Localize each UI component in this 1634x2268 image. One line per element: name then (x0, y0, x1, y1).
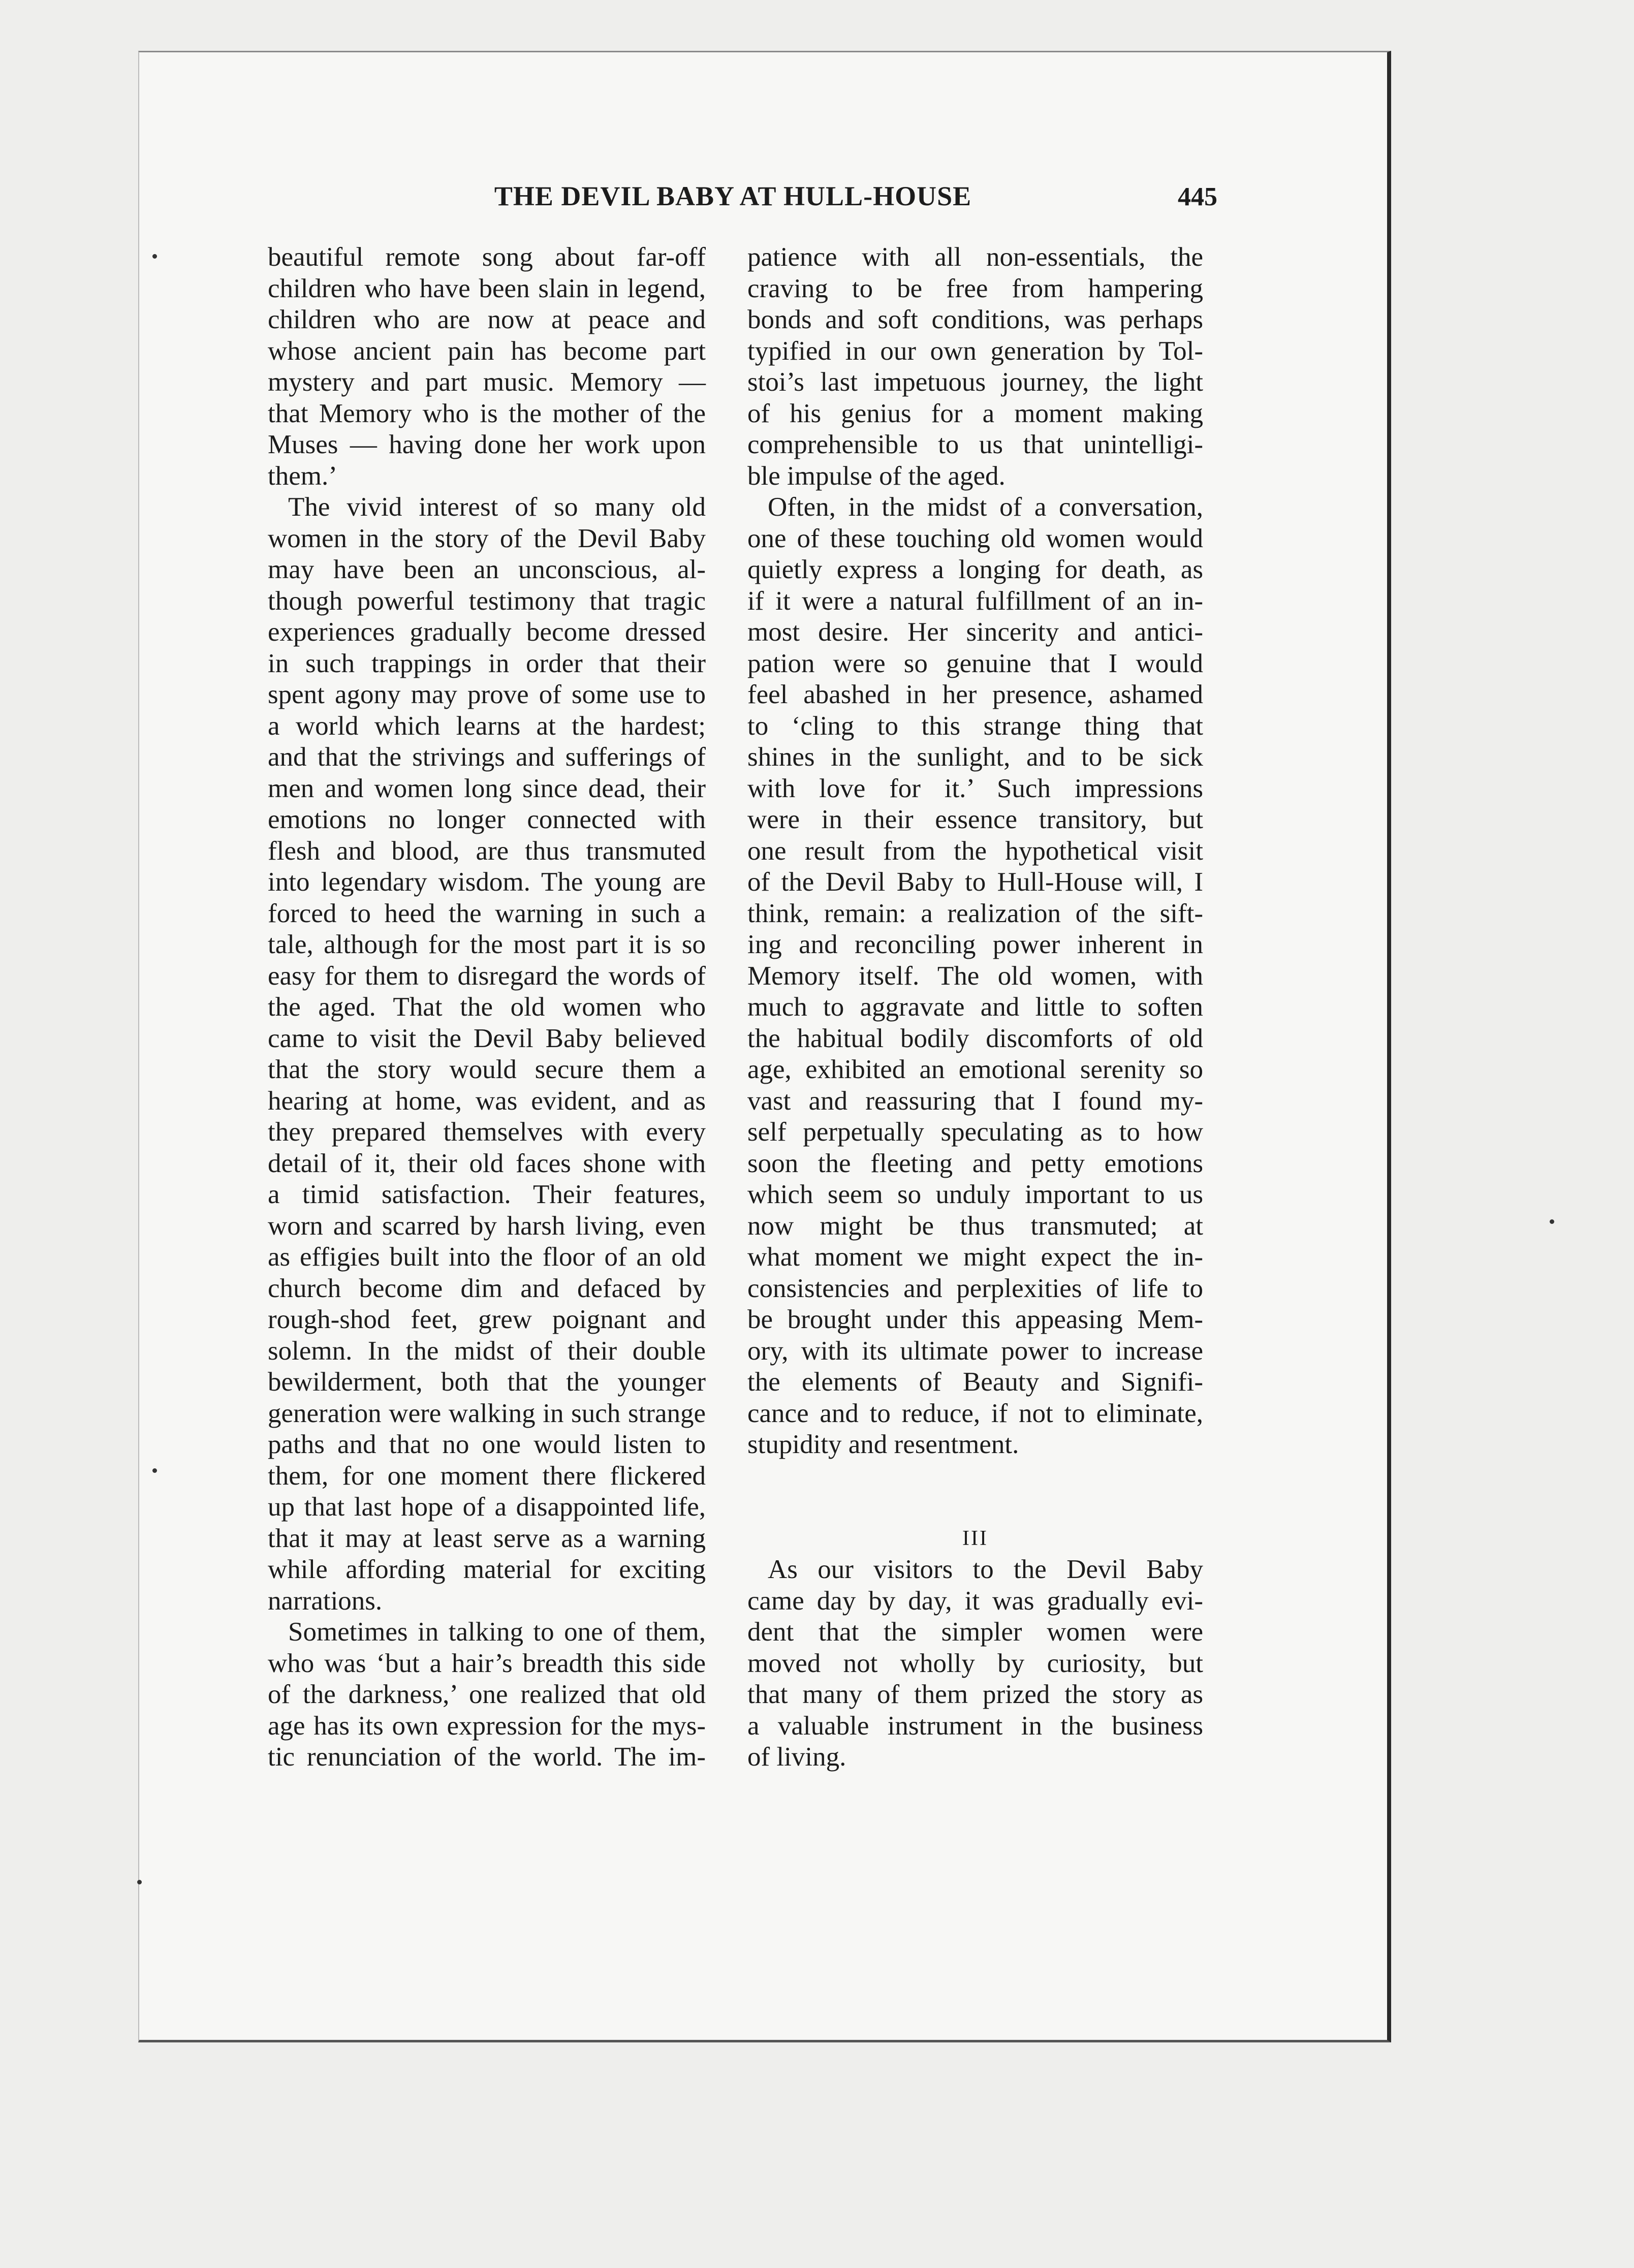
text-line: cance and to reduce, if not to eliminate, (747, 1398, 1203, 1428)
text-line: children who are now at peace and (268, 305, 706, 334)
text-line: that many of them prized the story as (747, 1680, 1203, 1709)
text-line: comprehensible to us that unintelligi- (747, 430, 1203, 459)
text-line: much to aggravate and little to soften (747, 992, 1203, 1022)
text-line: may have been an unconscious, al- (268, 555, 706, 584)
right-text-column (747, 242, 1203, 1773)
left-text-column (268, 242, 706, 1773)
text-line: the habitual bodily discomforts of old (747, 1023, 1203, 1053)
text-line: stoi’s last impetuous journey, the light (747, 367, 1203, 397)
text-line: tic renunciation of the world. The im- (268, 1742, 706, 1772)
text-line: forced to heed the warning in such a (268, 898, 706, 928)
text-line: beautiful remote song about far-off (268, 242, 706, 272)
text-line: generation were walking in such strange (268, 1398, 706, 1428)
text-line: worn and scarred by harsh living, even (268, 1211, 706, 1241)
text-line: to ‘cling to this strange thing that (747, 711, 1203, 741)
text-line: that the story would secure them a (268, 1055, 706, 1084)
text-line: church become dim and defaced by (268, 1273, 706, 1303)
text-line (747, 1492, 1203, 1523)
text-line: ory, with its ultimate power to increase (747, 1336, 1203, 1366)
page-number: 445 (1178, 182, 1217, 211)
text-line: be brought under this appeasing Mem- (747, 1305, 1203, 1334)
text-line: stupidity and resentment. (747, 1430, 1019, 1459)
scan-speck (1550, 1219, 1554, 1224)
text-line: they prepared themselves with every (268, 1117, 706, 1147)
text-line: of living. (747, 1742, 846, 1772)
text-line: paths and that no one would listen to (268, 1430, 706, 1459)
text-line: The vivid interest of so many old (288, 492, 706, 522)
text-line: solemn. In the midst of their double (268, 1336, 706, 1366)
text-line: bonds and soft conditions, was perhaps (747, 305, 1203, 334)
text-line: spent agony may prove of some use to (268, 680, 706, 709)
text-line: now might be thus transmuted; at (747, 1211, 1203, 1241)
text-line: of his genius for a moment making (747, 398, 1203, 428)
text-line: and that the strivings and sufferings of (268, 742, 706, 772)
text-line: in such trappings in order that their (268, 648, 706, 678)
text-line: them.’ (268, 461, 337, 491)
text-line: age, exhibited an emotional serenity so (747, 1055, 1203, 1084)
text-line: patience with all non-essentials, the (747, 242, 1203, 272)
text-line: emotions no longer connected with (268, 805, 706, 834)
text-line: though powerful testimony that tragic (268, 586, 706, 616)
text-line: bewilderment, both that the younger (268, 1367, 706, 1397)
text-line: were in their essence transitory, but (747, 805, 1203, 834)
text-line: Often, in the midst of a conversation, (768, 492, 1203, 522)
text-line: what moment we might expect the in- (747, 1242, 1203, 1272)
text-line: the elements of Beauty and Signifi- (747, 1367, 1203, 1397)
running-header-title: THE DEVIL BABY AT HULL-HOUSE (494, 181, 972, 211)
text-line: up that last hope of a disappointed life, (268, 1492, 706, 1522)
text-line: Muses — having done her work upon (268, 430, 706, 459)
text-line: tale, although for the most part it is so (268, 930, 706, 959)
text-line: children who have been slain in legend, (268, 273, 706, 303)
section-heading: III (962, 1526, 988, 1550)
text-line: As our visitors to the Devil Baby (768, 1555, 1203, 1584)
text-line: craving to be free from hampering (747, 273, 1203, 303)
text-line: a world which learns at the hardest; (268, 711, 706, 741)
text-line: age has its own expression for the mys- (268, 1711, 706, 1741)
text-line: the aged. That the old women who (268, 992, 706, 1022)
text-line: that it may at least serve as a warning (268, 1523, 706, 1553)
text-line: soon the fleeting and petty emotions (747, 1148, 1203, 1178)
text-line: vast and reassuring that I found my- (747, 1086, 1203, 1116)
text-line: rough-shod feet, grew poignant and (268, 1305, 706, 1334)
text-line: moved not wholly by curiosity, but (747, 1648, 1203, 1678)
text-line: which seem so unduly important to us (747, 1180, 1203, 1209)
text-line: came to visit the Devil Baby believed (268, 1023, 706, 1053)
text-line: a timid satisfaction. Their features, (268, 1180, 706, 1209)
text-line: as effigies built into the floor of an old (268, 1242, 706, 1272)
text-line: whose ancient pain has become part (268, 336, 706, 366)
text-line: typified in our own generation by Tol- (747, 336, 1203, 366)
text-line: mystery and part music. Memory — (268, 367, 706, 397)
text-line: easy for them to disregard the words of (268, 961, 706, 991)
text-line: who was ‘but a hair’s breadth this side (268, 1648, 706, 1678)
text-line: them, for one moment there flickered (268, 1461, 706, 1491)
text-line: came day by day, it was gradually evi- (747, 1586, 1203, 1616)
text-line: a valuable instrument in the business (747, 1711, 1203, 1741)
text-line: think, remain: a realization of the sift- (747, 898, 1203, 928)
text-line: men and women long since dead, their (268, 773, 706, 803)
text-line: women in the story of the Devil Baby (268, 523, 706, 553)
text-line: experiences gradually become dressed (268, 617, 706, 647)
text-line: most desire. Her sincerity and antici- (747, 617, 1203, 647)
text-line: of the Devil Baby to Hull-House will, I (747, 867, 1203, 897)
text-line: if it were a natural fulfillment of an in- (747, 586, 1203, 616)
text-line: one result from the hypothetical visit (747, 836, 1203, 866)
text-line: of the darkness,’ one realized that old (268, 1680, 706, 1709)
text-line: quietly express a longing for death, as (747, 555, 1203, 584)
text-line: ble impulse of the aged. (747, 461, 1005, 491)
text-line: Sometimes in talking to one of them, (288, 1617, 706, 1647)
text-line: with love for it.’ Such impressions (747, 773, 1203, 803)
text-line: that Memory who is the mother of the (268, 398, 706, 428)
text-line: consistencies and perplexities of life to (747, 1273, 1203, 1303)
text-line: shines in the sunlight, and to be sick (747, 742, 1203, 772)
scan-speck (152, 254, 157, 259)
text-line: pation were so genuine that I would (747, 648, 1203, 678)
text-line: while affording material for exciting (268, 1555, 706, 1584)
text-line: narrations. (268, 1586, 383, 1616)
text-line: hearing at home, was evident, and as (268, 1086, 706, 1116)
scan-speck (137, 1880, 142, 1884)
text-line: detail of it, their old faces shone with (268, 1148, 706, 1178)
text-line: flesh and blood, are thus transmuted (268, 836, 706, 866)
text-line: one of these touching old women would (747, 523, 1203, 553)
text-line: into legendary wisdom. The young are (268, 867, 706, 897)
text-line: feel abashed in her presence, ashamed (747, 680, 1203, 709)
scan-speck (152, 1468, 157, 1473)
text-line: dent that the simpler women were (747, 1617, 1203, 1647)
text-line: self perpetually speculating as to how (747, 1117, 1203, 1147)
text-line: ing and reconciling power inherent in (747, 930, 1203, 959)
text-line: Memory itself. The old women, with (747, 961, 1203, 991)
text-line (747, 1461, 1203, 1492)
